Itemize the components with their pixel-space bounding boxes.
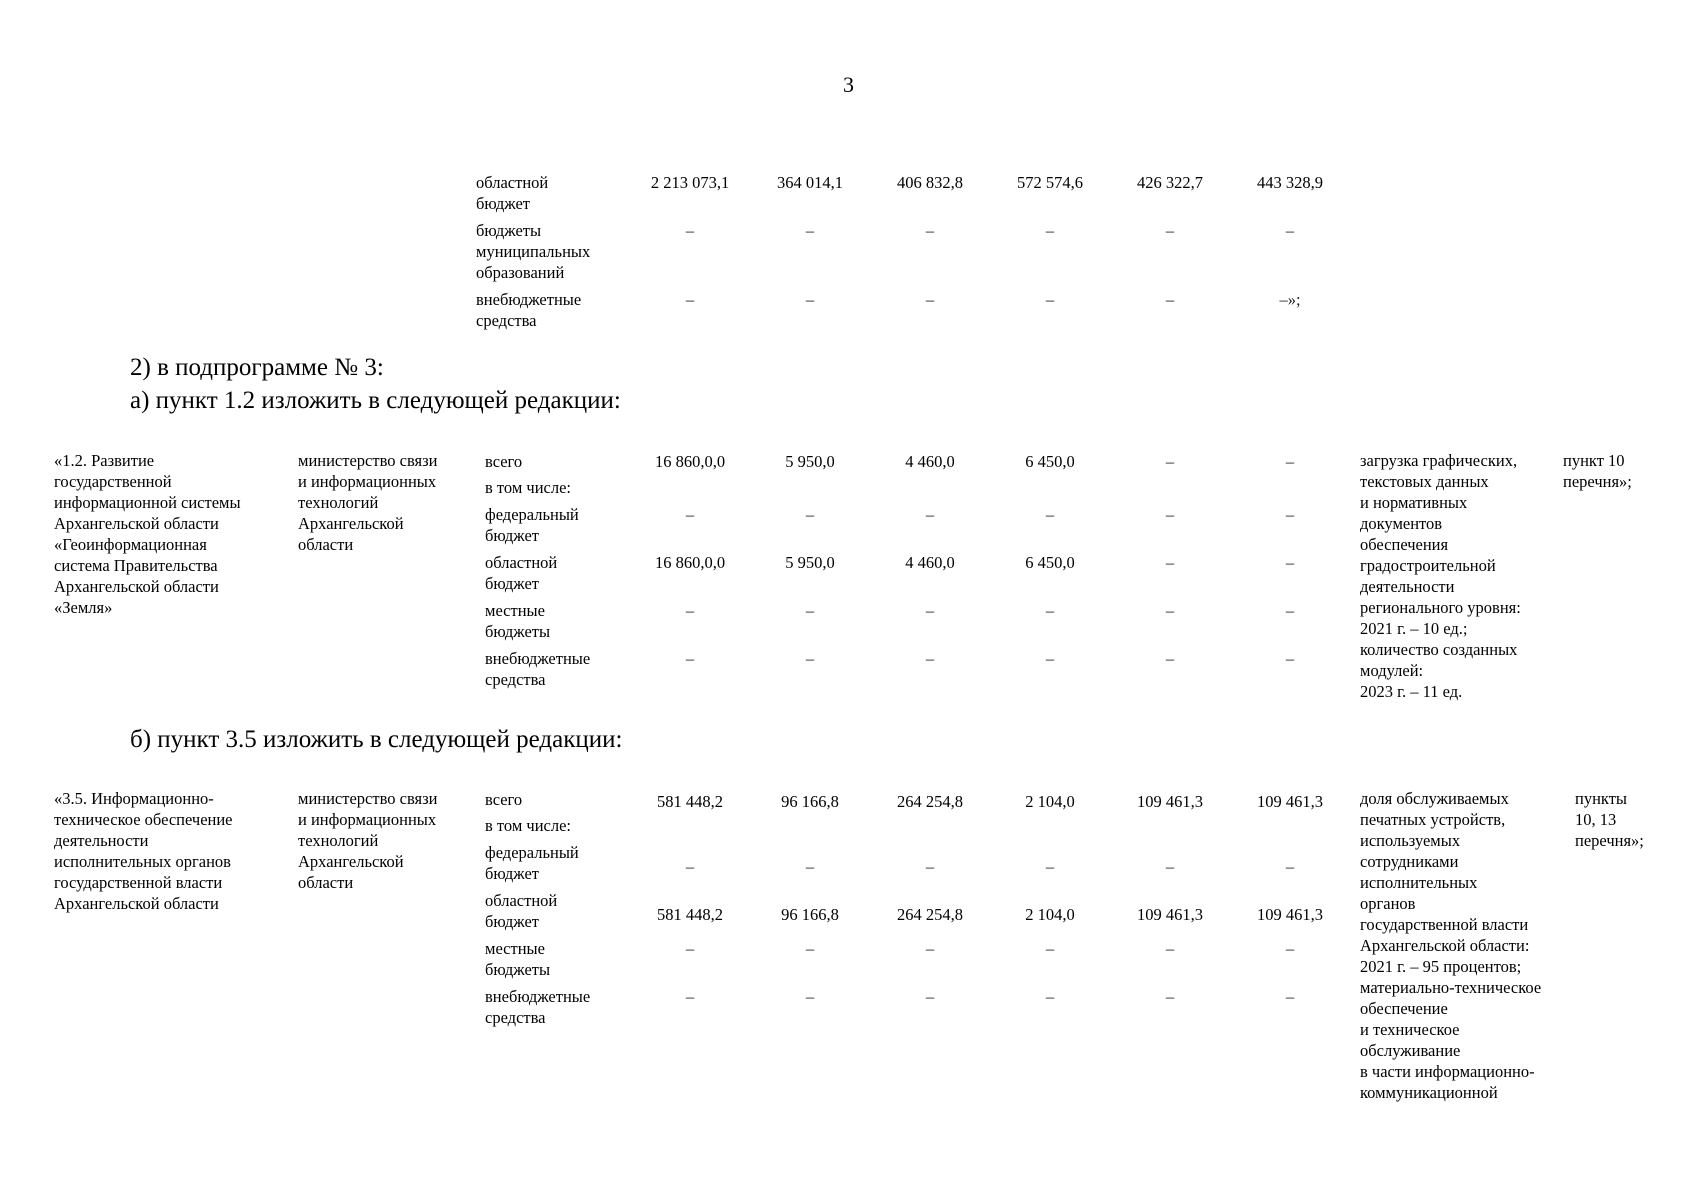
table-cell: – [805,505,815,524]
table-cell: – [805,601,815,620]
table-cell: – [685,857,695,876]
table-cell: 6 450,0 [1025,452,1075,471]
table-cell: – [805,857,815,876]
table-cell: – [685,505,695,524]
table-cell: – [1165,290,1175,309]
table-cell: 96 166,8 [781,792,839,811]
item-executor: министерство связи и информационных технологий Архангельской области [298,451,438,554]
row-label: федеральный бюджет [485,843,579,883]
table-cell: – [685,987,695,1006]
row-label: областной бюджет [485,891,558,931]
table-cell: – [1285,452,1295,471]
table-cell: – [685,601,695,620]
table-cell: 264 254,8 [897,905,963,924]
item-executor: министерство связи и информационных технологий Архангельской области [298,789,438,892]
table-cell: – [1285,649,1295,668]
table-cell: – [1285,857,1295,876]
table-cell: 2 104,0 [1025,905,1075,924]
table-cell: 264 254,8 [897,792,963,811]
table-cell: – [685,939,695,958]
table-cell: 5 950,0 [785,452,835,471]
table-cell: 109 461,3 [1257,905,1323,924]
row-label: местные бюджеты [485,939,551,979]
table-cell: 2 104,0 [1025,792,1075,811]
row-label: всего [485,790,523,809]
table-cell: – [805,290,815,309]
table-cell: – [685,290,695,309]
table-cell: 109 461,3 [1257,792,1323,811]
row-label: областной бюджет [476,173,549,213]
item-result: доля обслуживаемых печатных устройств, используемых сотрудниками исполнительных органов государственной власти Архангельской области: 2021 г. – 95 процентов; материально-техническое обеспечение и техническое обслуживание в части информационно- коммуникационной [1360,789,1542,1102]
table-cell: 109 461,3 [1137,792,1203,811]
table-cell: – [805,939,815,958]
table-cell: 4 460,0 [905,553,955,572]
table-cell: 364 014,1 [777,173,843,192]
row-label: областной бюджет [485,553,558,593]
row-label: в том числе: [485,478,572,497]
table-cell: – [805,649,815,668]
table-cell: – [1045,505,1055,524]
table-cell: – [1165,505,1175,524]
table-cell: – [1165,452,1175,471]
table-cell: – [805,987,815,1006]
table-cell: 2 213 073,1 [650,173,730,192]
table-cell: – [1045,601,1055,620]
table-cell: 581 448,2 [657,792,723,811]
row-label: федеральный бюджет [485,505,579,545]
row-label: в том числе: [485,816,572,835]
table-cell: – [925,221,935,240]
table-cell: – [1165,649,1175,668]
table-cell: – [685,649,695,668]
table-cell: – [925,857,935,876]
table-cell: – [925,505,935,524]
table-cell: 426 322,7 [1137,173,1203,192]
table-cell: – [1045,649,1055,668]
table-cell: – [1285,221,1295,240]
table-cell: 5 950,0 [785,553,835,572]
table-cell: – [1165,857,1175,876]
table-cell: – [805,221,815,240]
row-label: внебюджетные средства [476,290,582,330]
table-cell: – [1285,987,1295,1006]
page-number: 3 [843,72,854,97]
table-cell: – [1045,939,1055,958]
table-cell: – [1045,221,1055,240]
table-cell: – [1165,939,1175,958]
heading-item-1-2: а) пункт 1.2 изложить в следующей редакции: [130,387,621,414]
row-label: бюджеты муниципальных образований [476,221,591,282]
table-cell: 6 450,0 [1025,553,1075,572]
row-label: местные бюджеты [485,601,551,641]
table-cell: – [925,601,935,620]
table-cell: –»; [1279,290,1301,309]
table-cell: – [1165,601,1175,620]
item-reference: пункт 10 перечня»; [1563,451,1632,491]
row-label: внебюджетные средства [485,649,591,689]
row-label: всего [485,452,523,471]
item-name: «3.5. Информационно- техническое обеспечение деятельности исполнительных органов государственной власти Архангельской области [54,789,233,913]
table-cell: – [925,290,935,309]
table-cell: – [1045,857,1055,876]
heading-item-3-5: б) пункт 3.5 изложить в следующей редакции: [130,726,623,753]
table-cell: 16 860,0,0 [654,452,726,471]
item-result: загрузка графических, текстовых данных и нормативных документов обеспечения градостроительной деятельности регионального уровня: 2021 г. – 10 ед.; количество созданных модулей: 2023 г. – 11 ед. [1360,451,1521,701]
table-cell: – [1165,221,1175,240]
table-cell: – [1285,505,1295,524]
heading-subprogram: 2) в подпрограмме № 3: [130,354,384,381]
table-cell: – [1045,987,1055,1006]
table-cell: 581 448,2 [657,905,723,924]
table-cell: 572 574,6 [1017,173,1083,192]
table-cell: 406 832,8 [897,173,963,192]
table-cell: 96 166,8 [781,905,839,924]
row-label: внебюджетные средства [485,987,591,1027]
table-cell: – [1165,553,1175,572]
table-cell: – [1285,601,1295,620]
table-cell: – [925,939,935,958]
item-name: «1.2. Развитие государственной информационной системы Архангельской области «Геоинформационная система Правительства Архангельской области «Земля» [54,451,241,617]
table-cell: – [1165,987,1175,1006]
table-cell: – [1285,553,1295,572]
table-cell: 16 860,0,0 [654,553,726,572]
table-cell: – [925,649,935,668]
table-cell: – [925,987,935,1006]
table-cell: – [1285,939,1295,958]
table-cell: 443 328,9 [1257,173,1323,192]
table-cell: – [1045,290,1055,309]
table-cell: 4 460,0 [905,452,955,471]
table-cell: 109 461,3 [1137,905,1203,924]
table-cell: – [685,221,695,240]
item-reference: пункты 10, 13 перечня»; [1575,789,1644,850]
